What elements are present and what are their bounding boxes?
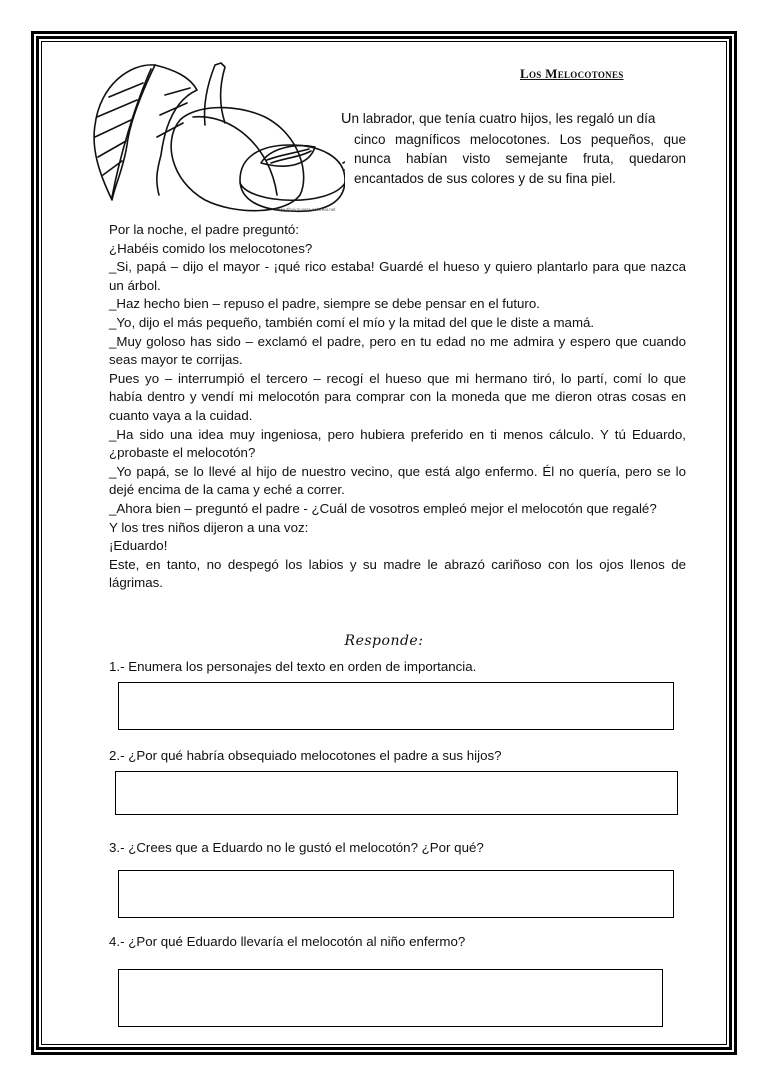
intro-first-line: n labrador, que tenía cuatro hijos, les regaló un día [351, 111, 656, 126]
story-line: Pues yo – interrumpió el tercero – recogí el hueso que mi hermano tiró, lo partí, comí lo que había dentro y vendí mi melocotón para comprar con la moneda que me dieron otras cosas en cuanto vaya a la cuidad. [109, 370, 686, 423]
answer-box-2[interactable] [115, 771, 678, 815]
story-line: _Muy goloso has sido – exclamó el padre, pero en tu edad no me admira y espero que cuando seas mayor te corrijas. [109, 333, 686, 368]
question-1: 1.- Enumera los personajes del texto en orden de importancia. [109, 659, 477, 674]
story-line: ¿Habéis comido los melocotones? [109, 240, 313, 256]
responde-heading: Responde: [344, 633, 424, 649]
intro-rest: cinco magníficos melocotones. Los pequeños, que nunca habían visto semejante fruta, quedaron encantados de sus colores y de su fina piel. [354, 131, 686, 186]
story-line: ¡Eduardo! [109, 538, 168, 554]
question-3: 3.- ¿Crees que a Eduardo no le gustó el melocotón? ¿Por qué? [109, 840, 484, 855]
story-line: _Si, papá – dijo el mayor - ¡qué rico estaba! Guardé el hueso y quiero plantarlo para que nazca un árbol. [109, 259, 686, 293]
drop-letter: U [341, 111, 352, 127]
story-line: _Yo, dijo el más pequeño, también comí el mío y la mitad del que le diste a mamá. [109, 314, 595, 330]
story-line: Y los tres niños dijeron a una voz: [109, 519, 309, 535]
story-line: _Ahora bien – preguntó el padre - ¿Cuál de vosotros empleó mejor el melocotón que regalé? [109, 500, 657, 516]
answer-input-3[interactable] [119, 871, 673, 917]
answer-box-3[interactable] [118, 870, 674, 918]
answer-input-4[interactable] [119, 970, 662, 1026]
story-line: _Haz hecho bien – repuso el padre, siempre se debe pensar en el futuro. [109, 296, 540, 312]
story-line: _Yo papá, se lo llevé al hijo de nuestro vecino, que está algo enfermo. Él no quería, pero se lo dejé encima de la cama y eché a correr. [109, 463, 686, 498]
illustration-caption: www.dibujos-para-colorear.net [275, 207, 336, 212]
story-line: Por la noche, el padre preguntó: [109, 222, 299, 237]
story-line: Este, en tanto, no despegó los labios y su madre le abrazó cariñoso con los ojos llenos de lágrimas. [109, 556, 686, 591]
question-4: 4.- ¿Por qué Eduardo llevaría el melocotón al niño enfermo? [109, 934, 466, 949]
intro-paragraph [341, 109, 686, 188]
question-2: 2.- ¿Por qué habría obsequiado melocotones el padre a sus hijos? [109, 748, 502, 763]
answer-input-1[interactable] [119, 683, 673, 729]
document-title: Los Melocotones [520, 66, 624, 81]
answer-box-4[interactable] [118, 969, 663, 1027]
answer-input-2[interactable] [116, 772, 677, 814]
answer-box-1[interactable] [118, 682, 674, 730]
story-body [109, 221, 686, 593]
story-line: _Ha sido una idea muy ingeniosa, pero hubiera preferido en ti menos cálculo. Y tú Eduardo, ¿probaste el melocotón? [109, 426, 686, 461]
peach-illustration-icon [85, 45, 345, 215]
